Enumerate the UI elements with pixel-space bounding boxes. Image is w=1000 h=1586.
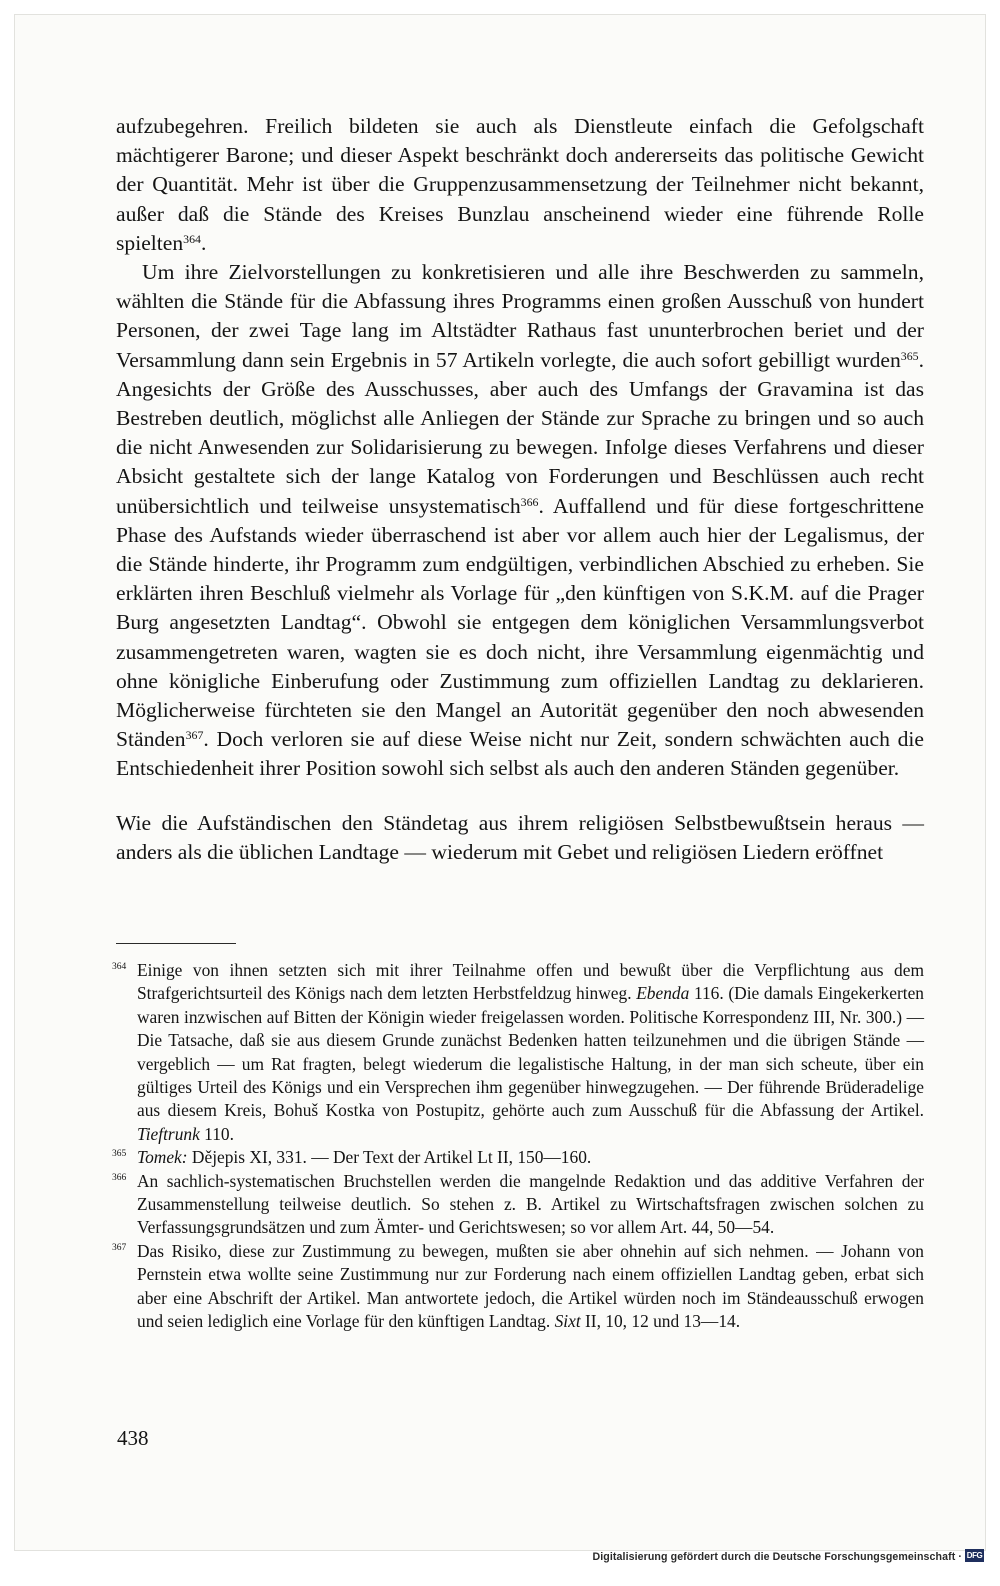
paragraph [116,258,924,784]
digitization-credit: Digitalisierung gefördert durch die Deutsche Forschungsgemeinschaft · [592,1551,962,1563]
text-run: . Doch verloren sie auf diese Weise nicht nur Zeit, sondern schwächten auch die Entschiedenheit ihrer Position sowohl sich selbst als auch den anderen Ständen gegenüber. [116,727,924,781]
text-run: Das Risiko, diese zur Zustimmung zu bewegen, mußten sie aber ohnehin auf sich nehmen. — Johann von Pernstein etwa wollte seine Zustimmung nur zur Forderung nach einem offiziellen Landtag geben, erbat sich aber eine Abschrift der Artikel. Man antwortete jedoch, die Artikel würden noch im Ständeausschuß erwogen und seien lediglich eine Vorlage für den künftigen Landtag. [137,1240,924,1332]
text-run: Einige von ihnen setzten sich mit ihrer Teilnahme offen und bewußt über die Verpflichtung aus dem Strafgerichtsurteil des Königs nach dem letzten Herbstfeldzug hinweg. [137,960,924,1004]
italic-citation: Sixt [554,1311,581,1332]
footnote-number: 365 [112,1149,127,1160]
footnote-reference: 364 [183,231,201,246]
dfg-logo: DFG [966,1551,983,1560]
footnote-number: 366 [112,1172,127,1183]
paragraph [116,112,924,258]
footnote [112,1170,924,1240]
text-run: 110. [199,1123,234,1144]
footnote-text [137,1171,924,1238]
footnote-reference: 366 [520,494,539,509]
footnote-number: 367 [112,1242,127,1253]
text-run: 116. (Die damals Eingekerkerten waren inzwischen auf Bitten der Königin wieder freigelassen worden. Politische Korrespondenz III, Nr. 300.) — Die Tatsache, daß sie aus diesem Grunde zunächst Bedenken hatten teilzunehmen und die übrigen Stände — vergeblich — um Rat fragten, belegt wiederum die legalistische Haltung, in der man sich scheute, über ein gültiges Urteil des Königs und ein Versprechen ihm gegenüber hinwegzugehen. — Der führende Brüderadelige aus diesem Kreis, Bohuš Kostka von Postupitz, gehörte auch zum Ausschuß für die Abfassung der Artikel. [137,983,924,1121]
italic-citation: Ebenda [636,983,690,1004]
text-run: An sachlich-systematischen Bruchstellen werden die mangelnde Redaktion und das additive Verfahren der Zusammenstellung teilweise deutlich. So stehen z. B. Artikel zu Wirtschaftsfragen zwischen solchen zu Verfassungsgrundsätzen und zum Ämter- und Gerichtswesen; so vor allem Art. 44, 50—54. [137,1170,924,1238]
text-run: II, 10, 12 und 13—14. [580,1311,741,1332]
footnote-text [137,1147,591,1167]
text-run: . Auffallend und für diese fortgeschrittene Phase des Aufstands wieder überraschend ist aber vor allem auch hier der Legalismus, der die Stände hinderte, ihr Programm zum endgültigen, verbindlichen Abschied zu erheben. Sie erklärten ihren Beschluß vielmehr als Vorlage für „den künftigen von S.K.M. auf die Prager Burg angesetzten Landtag“. Obwohl sie entgegen dem königlichen Versammlungsverbot zusammengetreten waren, wagten sie es doch nicht, ihre Versammlung eigenmächtig und ohne königliche Einberufung oder Zustimmung zum offiziellen Landtag zu deklarieren. Möglicherweise fürchteten sie den Mangel an Autorität gegenüber den noch abwesenden Ständen [116,493,924,752]
footnote-text [137,1241,924,1331]
footnote [112,1240,924,1334]
footnote-text [137,960,924,1144]
body-text [116,112,924,867]
footnotes [112,959,924,1334]
text-run: . [200,230,207,255]
page-number: 438 [117,1426,149,1450]
italic-citation: Tomek: [137,1147,188,1168]
text-run: Um ihre Zielvorstellungen zu konkretisieren und alle ihre Beschwerden zu sammeln, wählten die Stände für die Abfassung ihres Programms einen großen Ausschuß von hundert Personen, der zwei Tage lang im Altstädter Rathaus fast ununterbrochen beriet und der Versammlung dann sein Ergebnis in 57 Artikeln vorlegte, die auch sofort gebilligt wurden [116,260,924,372]
paragraph [116,809,924,867]
footnote-separator [116,943,236,944]
footnote [112,1146,924,1169]
text-run: aufzubegehren. Freilich bildeten sie auch als Dienstleute einfach die Gefolgschaft mächtigerer Barone; und dieser Aspekt beschränkt doch andererseits das politische Gewicht der Quantität. Mehr ist über die Gruppenzusammensetzung der Teilnehmer nicht bekannt, außer daß die Stände des Kreises Bunzlau anscheinend wieder eine führende Rolle spielten [116,114,924,255]
footnote-number: 364 [112,962,127,972]
footnote [112,959,924,1146]
footnote-reference: 367 [185,728,204,743]
italic-citation: Tieftrunk [137,1123,200,1144]
text-run: . Angesichts der Größe des Ausschusses, aber auch des Umfangs der Gravamina ist das Bestreben deutlich, möglichst alle Anliegen der Stände zur Sprache zu bringen und so auch die nicht Anwesenden zur Solidarisierung zu bewegen. Infolge dieses Verfahrens und dieser Absicht gestaltete sich der lange Katalog von Forderungen und Beschlüssen auch recht unübersichtlich und teilweise unsystematisch [116,347,924,518]
text-run: Wie die Aufständischen den Ständetag aus ihrem religiösen Selbstbewußtsein heraus — anders als die üblichen Landtage — wiederum mit Gebet und religiösen Liedern eröffnet [116,810,924,864]
footnote-reference: 365 [900,348,919,363]
text-run: Dějepis XI, 331. — Der Text der Artikel Lt II, 150—160. [187,1147,592,1168]
